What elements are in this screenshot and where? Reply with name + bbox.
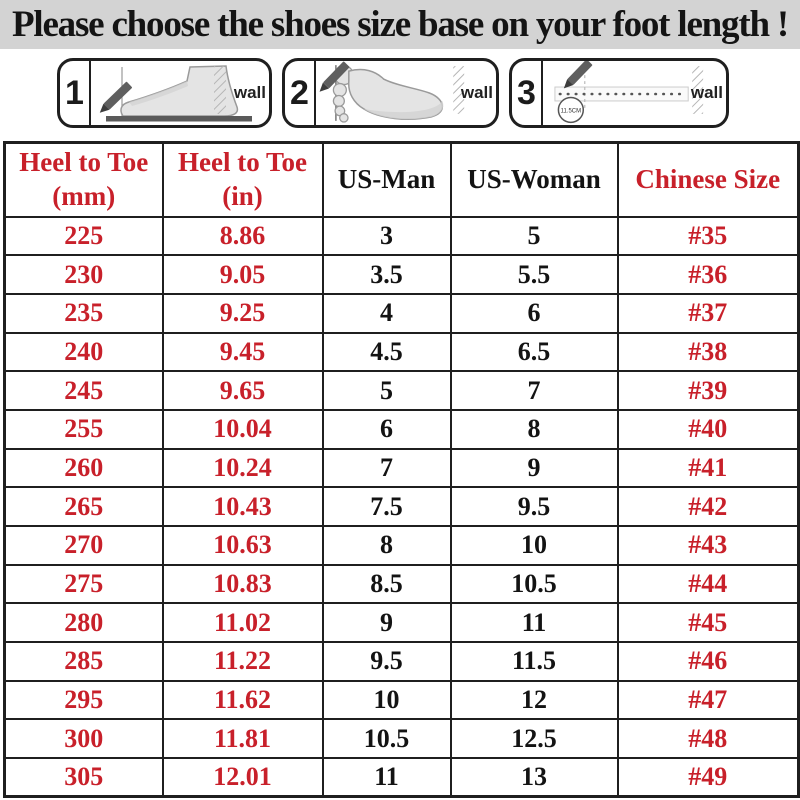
table-cell: 9 bbox=[451, 449, 618, 488]
table-cell: 12 bbox=[451, 681, 618, 720]
table-cell: 285 bbox=[5, 642, 163, 681]
table-cell: 9 bbox=[323, 603, 451, 642]
wall-hatch bbox=[214, 66, 226, 114]
table-cell: 10.43 bbox=[163, 487, 323, 526]
table-row bbox=[5, 758, 799, 797]
header-heel-to-toe-in: Heel to Toe (in) bbox=[163, 143, 323, 217]
table-cell: 10.5 bbox=[451, 565, 618, 604]
table-row bbox=[5, 642, 799, 681]
page-title: Please choose the shoes size base on your foot length ! bbox=[11, 4, 789, 45]
table-cell: 7.5 bbox=[323, 487, 451, 526]
table-cell: 4.5 bbox=[323, 333, 451, 372]
table-header-row bbox=[5, 143, 799, 217]
table-row bbox=[5, 294, 799, 333]
table-cell: 6 bbox=[451, 294, 618, 333]
table-cell: 11.5 bbox=[451, 642, 618, 681]
step-number-3: 3 bbox=[512, 61, 543, 125]
table-cell: 9.65 bbox=[163, 371, 323, 410]
table-row bbox=[5, 603, 799, 642]
step-panel-1 bbox=[57, 58, 272, 128]
step-panel-3 bbox=[509, 58, 729, 128]
measurement-steps bbox=[0, 58, 800, 128]
table-cell: #46 bbox=[618, 642, 799, 681]
table-row bbox=[5, 719, 799, 758]
table-cell: 4 bbox=[323, 294, 451, 333]
table-cell: 10.24 bbox=[163, 449, 323, 488]
table-cell: #43 bbox=[618, 526, 799, 565]
table-row bbox=[5, 255, 799, 294]
table-cell: #45 bbox=[618, 603, 799, 642]
size-table-body bbox=[5, 217, 799, 797]
table-cell: #38 bbox=[618, 333, 799, 372]
wall-label-3: wall bbox=[690, 83, 723, 102]
table-row bbox=[5, 681, 799, 720]
header-chinese-size: Chinese Size bbox=[618, 143, 799, 217]
table-cell: #42 bbox=[618, 487, 799, 526]
table-cell: 5 bbox=[451, 217, 618, 256]
table-row bbox=[5, 526, 799, 565]
step-art-2 bbox=[316, 61, 496, 125]
table-cell: 265 bbox=[5, 487, 163, 526]
table-cell: 11.81 bbox=[163, 719, 323, 758]
table-cell: 260 bbox=[5, 449, 163, 488]
table-cell: 280 bbox=[5, 603, 163, 642]
table-cell: 6 bbox=[323, 410, 451, 449]
table-cell: 7 bbox=[451, 371, 618, 410]
table-cell: 3 bbox=[323, 217, 451, 256]
table-cell: #47 bbox=[618, 681, 799, 720]
table-cell: 8 bbox=[323, 526, 451, 565]
table-cell: 9.05 bbox=[163, 255, 323, 294]
table-cell: 270 bbox=[5, 526, 163, 565]
table-cell: #41 bbox=[618, 449, 799, 488]
step-panel-2 bbox=[282, 58, 499, 128]
table-cell: 300 bbox=[5, 719, 163, 758]
table-cell: 8.5 bbox=[323, 565, 451, 604]
table-cell: 8 bbox=[451, 410, 618, 449]
table-row bbox=[5, 371, 799, 410]
table-row bbox=[5, 565, 799, 604]
table-row bbox=[5, 410, 799, 449]
table-cell: 10.83 bbox=[163, 565, 323, 604]
table-cell: 11 bbox=[323, 758, 451, 797]
table-cell: 5.5 bbox=[451, 255, 618, 294]
table-cell: 12.01 bbox=[163, 758, 323, 797]
table-cell: 255 bbox=[5, 410, 163, 449]
table-row bbox=[5, 449, 799, 488]
table-cell: 225 bbox=[5, 217, 163, 256]
table-cell: 10.04 bbox=[163, 410, 323, 449]
table-cell: 8.86 bbox=[163, 217, 323, 256]
step-art-3 bbox=[543, 61, 726, 125]
table-cell: #49 bbox=[618, 758, 799, 797]
table-cell: 11.62 bbox=[163, 681, 323, 720]
table-cell: #48 bbox=[618, 719, 799, 758]
table-cell: 305 bbox=[5, 758, 163, 797]
table-row bbox=[5, 487, 799, 526]
floor-line bbox=[106, 116, 252, 122]
header-us-man: US-Man bbox=[323, 143, 451, 217]
table-cell: 240 bbox=[5, 333, 163, 372]
table-cell: 9.25 bbox=[163, 294, 323, 333]
wall-label-1: wall bbox=[233, 83, 266, 102]
header-heel-to-toe-mm: Heel to Toe (mm) bbox=[5, 143, 163, 217]
table-cell: 11 bbox=[451, 603, 618, 642]
table-cell: 230 bbox=[5, 255, 163, 294]
header-us-woman: US-Woman bbox=[451, 143, 618, 217]
table-cell: 12.5 bbox=[451, 719, 618, 758]
table-cell: #36 bbox=[618, 255, 799, 294]
size-table bbox=[3, 141, 800, 798]
measure-value-label: 11.5CM bbox=[560, 108, 582, 115]
table-cell: 245 bbox=[5, 371, 163, 410]
table-cell: 7 bbox=[323, 449, 451, 488]
table-cell: 275 bbox=[5, 565, 163, 604]
table-cell: 295 bbox=[5, 681, 163, 720]
size-table-wrap bbox=[3, 141, 797, 798]
table-cell: 6.5 bbox=[451, 333, 618, 372]
table-cell: 5 bbox=[323, 371, 451, 410]
table-cell: #39 bbox=[618, 371, 799, 410]
title-bar bbox=[0, 0, 800, 49]
table-row bbox=[5, 333, 799, 372]
step-art-1 bbox=[91, 61, 269, 125]
table-cell: 235 bbox=[5, 294, 163, 333]
table-row bbox=[5, 217, 799, 256]
table-cell: 10 bbox=[323, 681, 451, 720]
table-cell: #44 bbox=[618, 565, 799, 604]
table-cell: 10 bbox=[451, 526, 618, 565]
table-cell: 10.5 bbox=[323, 719, 451, 758]
table-cell: 11.02 bbox=[163, 603, 323, 642]
step-number-2: 2 bbox=[285, 61, 316, 125]
table-cell: #37 bbox=[618, 294, 799, 333]
table-cell: #40 bbox=[618, 410, 799, 449]
table-cell: 3.5 bbox=[323, 255, 451, 294]
wall-label-2: wall bbox=[460, 83, 493, 102]
table-cell: 9.45 bbox=[163, 333, 323, 372]
step-number-1: 1 bbox=[60, 61, 91, 125]
table-cell: 11.22 bbox=[163, 642, 323, 681]
table-cell: 9.5 bbox=[451, 487, 618, 526]
table-cell: 9.5 bbox=[323, 642, 451, 681]
table-cell: #35 bbox=[618, 217, 799, 256]
table-cell: 13 bbox=[451, 758, 618, 797]
table-cell: 10.63 bbox=[163, 526, 323, 565]
